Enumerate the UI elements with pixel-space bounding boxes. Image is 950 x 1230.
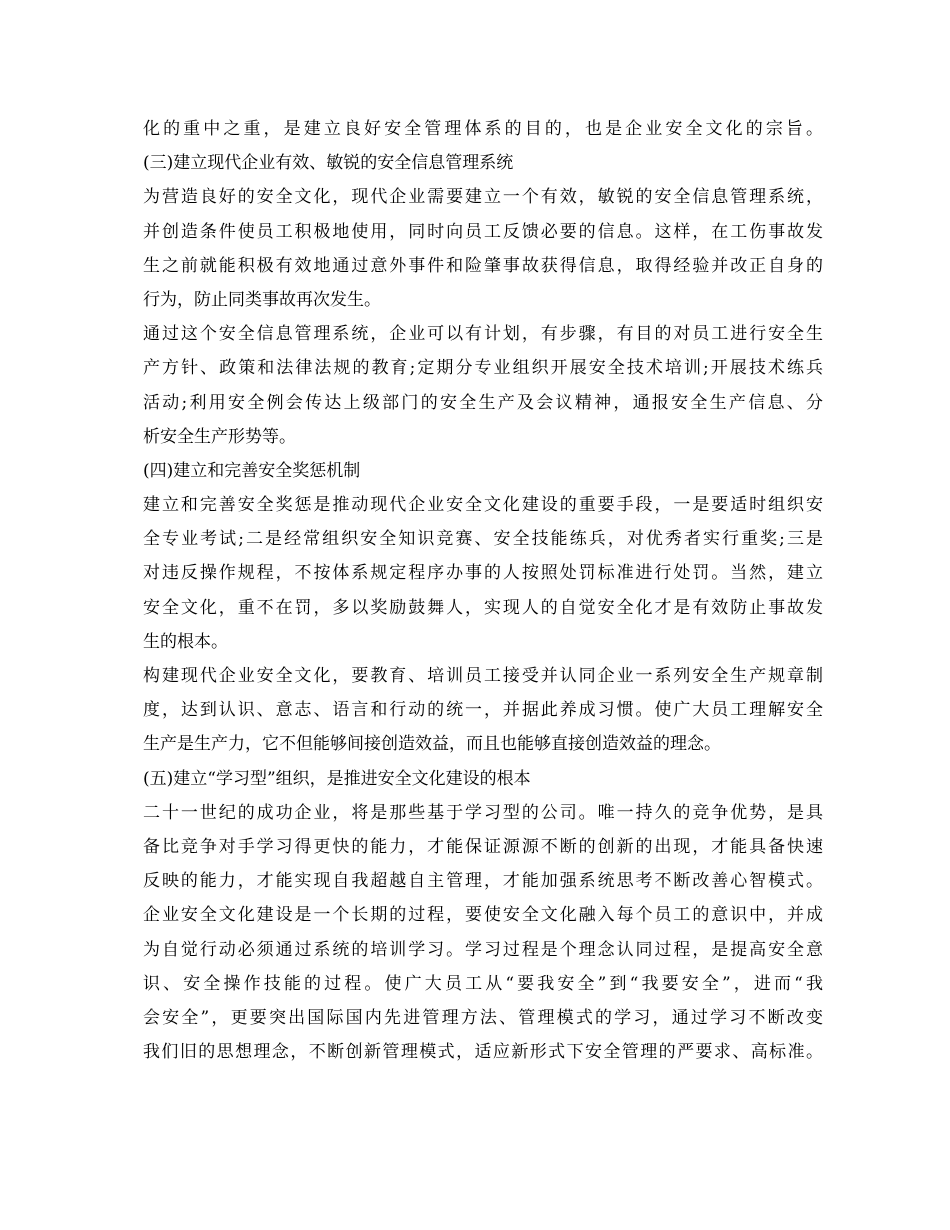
text-line: 生产是生产力，它不但能够间接创造效益，而且也能够直接创造效益的理念。 [143, 734, 721, 755]
text-line: 生的根本。 [143, 631, 228, 652]
section-heading: (三)建立现代企业有效、敏锐的安全信息管理系统 [143, 153, 514, 174]
text-line: 为营造良好的安全文化，现代企业需要建立一个有效，敏锐的安全信息管理系统， [143, 187, 823, 208]
text-line: 度，达到认识、意志、语言和行动的统一，并据此养成习惯。使广大员工理解安全 [143, 700, 823, 721]
text-line: 通过这个安全信息管理系统，企业可以有计划，有步骤，有目的对员工进行安全生 [143, 324, 823, 345]
text-line: 行为，防止同类事故再次发生。 [143, 289, 381, 310]
text-line: 构建现代企业安全文化，要教育、培训员工接受并认同企业一系列安全生产规章制 [143, 666, 823, 686]
text-line: 备比竞争对手学习得更快的能力，才能保证源源不断的创新的出现，才能具备快速 [143, 836, 823, 857]
text-line: 活动;利用安全例会传达上级部门的安全生产及会议精神，通报安全生产信息、分 [143, 392, 823, 413]
text-line: 产方针、政策和法律法规的教育;定期分专业组织开展安全技术培训;开展技术练兵 [143, 358, 823, 379]
text-line: 识、安全操作技能的过程。使广大员工从“要我安全”到“我要安全”，进而“我 [143, 973, 823, 994]
text-line: 二十一世纪的成功企业，将是那些基于学习型的公司。唯一持久的竞争优势，是具 [143, 802, 823, 823]
text-line: 析安全生产形势等。 [143, 426, 296, 447]
text-line: 化的重中之重，是建立良好安全管理体系的目的，也是企业安全文化的宗旨。 [143, 119, 823, 139]
text-line: 建立和完善安全奖惩是推动现代企业安全文化建设的重要手段，一是要适时组织安 [143, 495, 823, 516]
text-line: 生之前就能积极有效地通过意外事件和险肇事故获得信息，取得经验并改正自身的 [143, 255, 823, 276]
text-line: 为自觉行动必须通过系统的培训学习。学习过程是个理念认同过程，是提高安全意 [143, 939, 823, 960]
text-line: 对违反操作规程，不按体系规定程序办事的人按照处罚标准进行处罚。当然，建立 [143, 563, 823, 584]
text-line: 全专业考试;二是经常组织安全知识竞赛、安全技能练兵，对优秀者实行重奖;三是 [143, 529, 823, 550]
text-line: 会安全”，更要突出国际国内先进管理方法、管理模式的学习，通过学习不断改变 [143, 1007, 823, 1028]
text-line: 我们旧的思想理念，不断创新管理模式，适应新形式下安全管理的严要求、高标准。 [143, 1042, 823, 1063]
text-line: 并创造条件使员工积极地使用，同时向员工反馈必要的信息。这样，在工伤事故发 [143, 221, 823, 242]
text-line: 反映的能力，才能实现自我超越自主管理，才能加强系统思考不断改善心智模式。 [143, 871, 823, 892]
body-text [143, 112, 823, 1069]
text-line: 安全文化，重不在罚，多以奖励鼓舞人，实现人的自觉安全化才是有效防止事故发 [143, 597, 823, 618]
text-line: 企业安全文化建设是一个长期的过程，要使安全文化融入每个员工的意识中，并成 [143, 905, 823, 926]
section-heading: (五)建立“学习型”组织，是推进安全文化建设的根本 [143, 768, 531, 789]
section-heading: (四)建立和完善安全奖惩机制 [143, 460, 361, 481]
